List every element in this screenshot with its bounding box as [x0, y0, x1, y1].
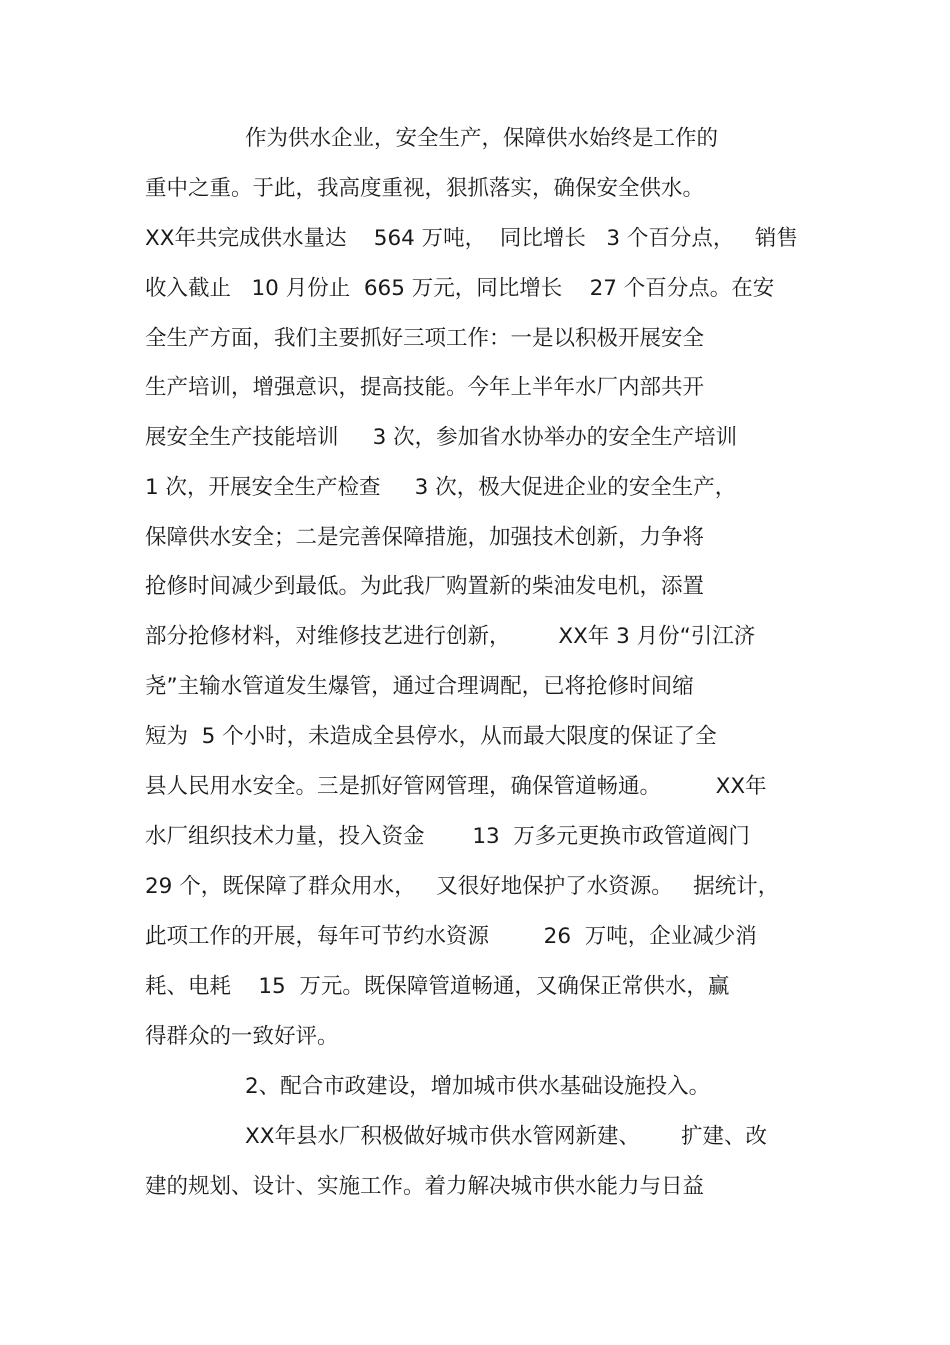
- paragraph-line: 收入截止 10 月份止 665 万元，同比增长 27 个百分点。在安: [145, 276, 775, 301]
- paragraph-line: 展安全生产技能培训 3 次，参加省水协举办的安全生产培训: [145, 425, 738, 450]
- paragraph-line: 县人民用水安全。三是抓好管网管理，确保管道畅通。 XX年: [145, 774, 767, 799]
- paragraph-line: 生产培训，增强意识，提高技能。今年上半年水厂内部共开: [145, 375, 705, 400]
- paragraph-line: 抢修时间减少到最低。为此我厂购置新的柴油发电机，添置: [145, 574, 705, 599]
- paragraph-line: 得群众的一致好评。: [145, 1024, 339, 1049]
- paragraph-line: 29 个，既保障了群众用水， 又很好地保护了水资源。 据统计，: [145, 874, 780, 899]
- paragraph-line: 重中之重。于此，我高度重视，狠抓落实，确保安全供水。: [145, 176, 705, 201]
- section-heading: 2、配合市政建设，增加城市供水基础设施投入。: [245, 1074, 711, 1099]
- paragraph-line: 尧”主输水管道发生爆管，通过合理调配，已将抢修时间缩: [145, 674, 694, 699]
- paragraph-line: XX年共完成供水量达 564 万吨， 同比增长 3 个百分点， 销售: [145, 226, 798, 251]
- paragraph-line: 1 次，开展安全生产检查 3 次，极大促进企业的安全生产，: [145, 475, 737, 500]
- paragraph-line: 此项工作的开展，每年可节约水资源 26 万吨，企业减少消: [145, 924, 757, 949]
- paragraph-line: 全生产方面，我们主要抓好三项工作：一是以积极开展安全: [145, 326, 705, 351]
- paragraph-line: 部分抢修材料，对维修技艺进行创新， XX年 3 月份“引江济: [145, 624, 756, 649]
- paragraph-line: 耗、电耗 15 万元。既保障管道畅通，又确保正常供水，赢: [145, 974, 730, 999]
- paragraph-line: 作为供水企业，安全生产，保障供水始终是工作的: [245, 126, 719, 151]
- paragraph-line: 建的规划、设计、实施工作。着力解决城市供水能力与日益: [145, 1174, 705, 1199]
- paragraph-line: 短为 5 个小时，未造成全县停水，从而最大限度的保证了全: [145, 724, 717, 749]
- paragraph-line: XX年县水厂积极做好城市供水管网新建、 扩建、改: [245, 1124, 767, 1149]
- paragraph-line: 保障供水安全；二是完善保障措施，加强技术创新，力争将: [145, 525, 705, 550]
- paragraph-line: 水厂组织技术力量，投入资金 13 万多元更换市政管道阀门: [145, 824, 750, 849]
